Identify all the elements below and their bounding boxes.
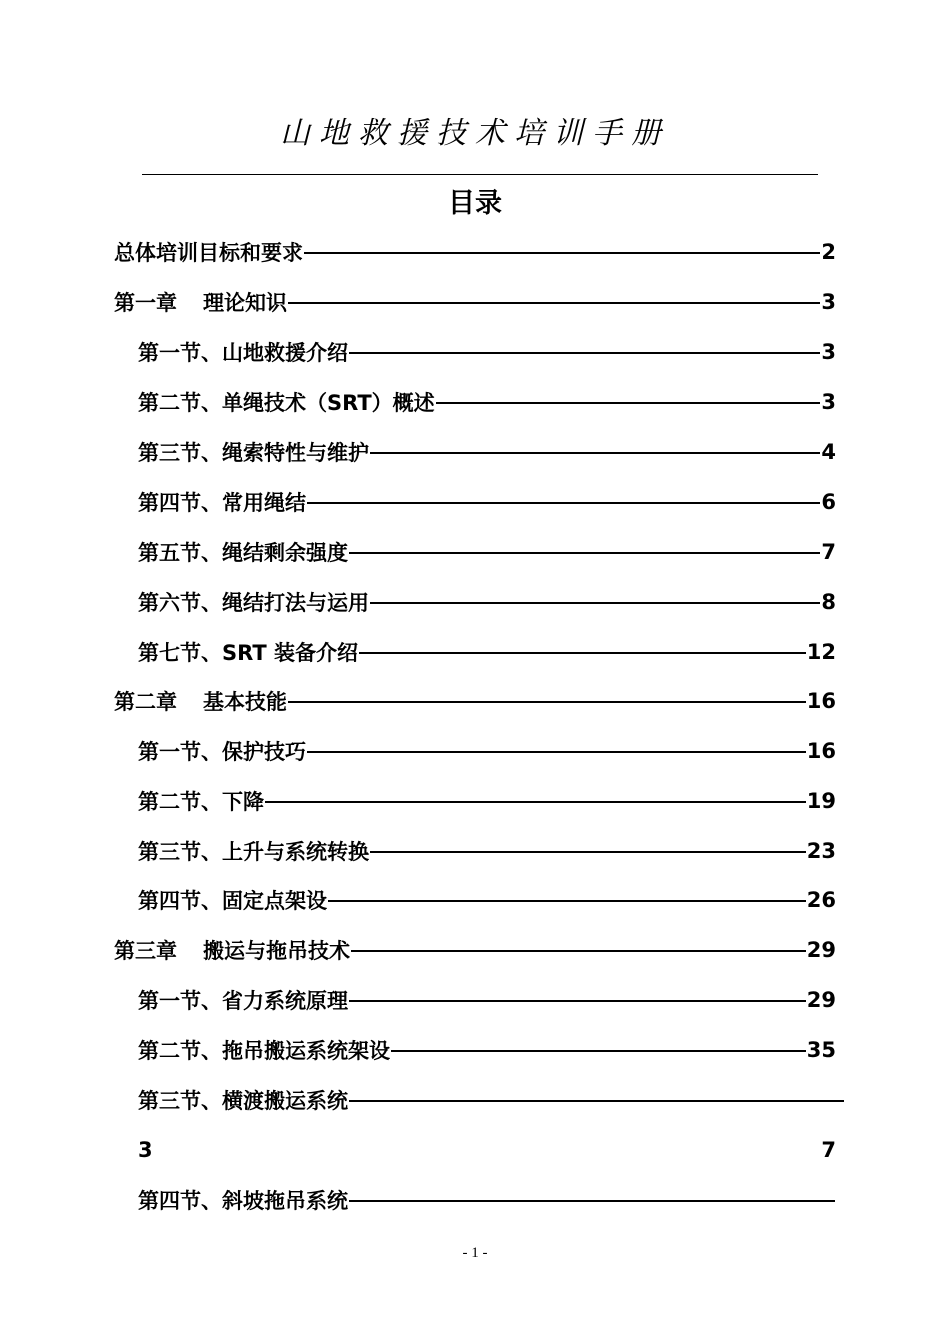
toc-entry-page: 16 [806, 689, 836, 713]
toc-entry[interactable] [138, 435, 836, 469]
toc-entry-page: 16 [806, 739, 836, 763]
toc-leader [265, 801, 806, 803]
toc-entry-page: 8 [821, 590, 836, 614]
toc-leader [307, 502, 820, 504]
toc-entry-page: 6 [821, 490, 836, 514]
document-title: 山地救援技术培训手册 [280, 116, 670, 151]
toc-leader [288, 701, 806, 703]
toc-entry[interactable] [138, 385, 836, 419]
toc-entry-label: 第二节、拖吊搬运系统架设 [138, 1039, 390, 1063]
toc-entry[interactable] [114, 684, 836, 718]
toc-entry[interactable] [138, 585, 836, 619]
toc-entry[interactable] [114, 933, 836, 967]
toc-entry-page: 29 [806, 938, 836, 962]
toc-entry-page: 29 [806, 988, 836, 1012]
toc-entry[interactable] [138, 1183, 836, 1217]
toc-leader [307, 751, 806, 753]
toc-entry-label: 总体培训目标和要求 [114, 241, 303, 265]
toc-entry-page: 3 [821, 390, 836, 414]
toc-entry-label: 第七节、SRT 装备介绍 [138, 641, 358, 665]
toc-entry-label: 第五节、绳结剩余强度 [138, 541, 348, 565]
toc-entry-label-title: 基本技能 [203, 690, 287, 714]
toc-entry-label: 第一节、保护技巧 [138, 740, 306, 764]
toc-entry-page: 12 [806, 640, 836, 664]
toc-entry-page-left: 3 [138, 1138, 153, 1162]
toc-entry-label: 第三节、横渡搬运系统 [138, 1089, 348, 1113]
toc-entry-page: 3 [821, 290, 836, 314]
page-number: - 1 - [462, 1245, 488, 1261]
toc-entry-page: 4 [821, 440, 836, 464]
toc-entry-page: 2 [821, 240, 836, 264]
toc-entry-wrapped-page[interactable] [138, 1133, 836, 1167]
title-divider [142, 174, 818, 175]
toc-entry[interactable] [138, 1033, 836, 1067]
toc-leader [351, 950, 806, 952]
toc-entry[interactable] [138, 535, 836, 569]
toc-entry-label: 第三节、绳索特性与维护 [138, 441, 369, 465]
toc-leader [349, 1200, 835, 1202]
toc-entry[interactable] [114, 235, 836, 269]
toc-entry-label: 第六节、绳结打法与运用 [138, 591, 369, 615]
toc-entry-page: 35 [806, 1038, 836, 1062]
toc-entry-label: 第四节、斜坡拖吊系统 [138, 1189, 348, 1213]
toc-leader [370, 602, 820, 604]
toc-entry-page: 19 [806, 789, 836, 813]
toc-entry[interactable] [138, 335, 836, 369]
toc-entry-label: 第二节、单绳技术（SRT）概述 [138, 391, 435, 415]
toc-leader [391, 1050, 806, 1052]
toc-entry-label: 第一章 [114, 291, 177, 315]
toc-entry-label: 第二章 [114, 690, 177, 714]
toc-entry-page-right: 7 [821, 1138, 836, 1162]
toc-entry-label: 第四节、常用绳结 [138, 491, 306, 515]
toc-leader [370, 851, 806, 853]
toc-leader [349, 552, 820, 554]
toc-entry-label: 第三节、上升与系统转换 [138, 840, 369, 864]
toc-leader [304, 252, 820, 254]
toc-entry[interactable] [138, 635, 836, 669]
toc-entry[interactable] [138, 485, 836, 519]
toc-entry-label-title: 理论知识 [203, 291, 287, 315]
toc-entry-page: 23 [806, 839, 836, 863]
toc-entry-label: 第二节、下降 [138, 790, 264, 814]
toc-entry[interactable] [138, 734, 836, 768]
toc-leader [349, 1100, 844, 1102]
toc-entry-wrapped[interactable] [138, 1083, 845, 1117]
toc-leader [436, 402, 821, 404]
toc-leader [288, 302, 820, 304]
toc-leader [349, 352, 820, 354]
toc-leader [349, 1000, 806, 1002]
toc-entry-label: 第一节、山地救援介绍 [138, 341, 348, 365]
toc-entry[interactable] [138, 784, 836, 818]
toc-leader [359, 652, 806, 654]
toc-entry-label: 第四节、固定点架设 [138, 889, 327, 913]
toc-leader [370, 452, 820, 454]
toc-entry-page: 7 [821, 540, 836, 564]
toc-entry-label: 第三章 [114, 939, 177, 963]
toc-leader [328, 900, 806, 902]
toc-entry[interactable] [138, 883, 836, 917]
toc-entry-page: 26 [806, 888, 836, 912]
toc-entry[interactable] [138, 983, 836, 1017]
toc-heading: 目录 [448, 188, 502, 219]
toc-entry[interactable] [138, 834, 836, 868]
toc-entry-label: 第一节、省力系统原理 [138, 989, 348, 1013]
toc-entry-label-title: 搬运与拖吊技术 [203, 939, 350, 963]
toc-entry-page: 3 [821, 340, 836, 364]
toc-entry[interactable] [114, 285, 836, 319]
